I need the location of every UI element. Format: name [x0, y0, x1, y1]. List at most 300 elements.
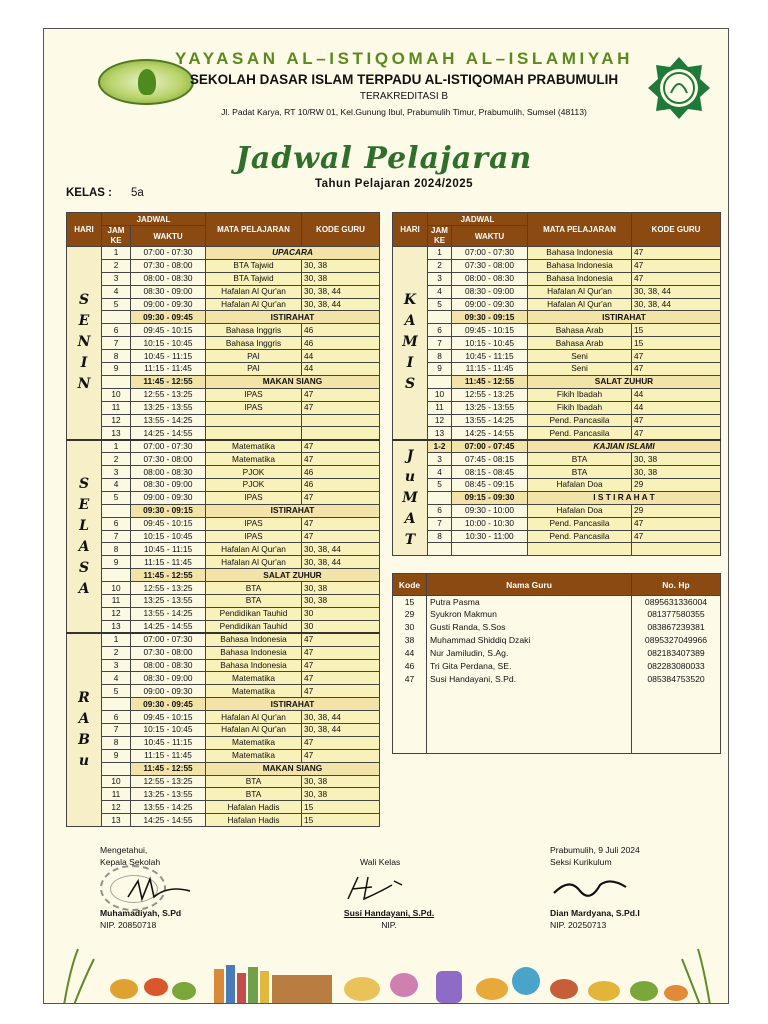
teacher-phone: 085384753520 — [632, 673, 721, 686]
jam-cell: 10 — [428, 388, 452, 401]
teacher-row — [393, 647, 721, 660]
jam-cell — [428, 375, 452, 388]
table-row — [67, 672, 380, 685]
mapel-cell: Pend. Pancasila — [528, 530, 632, 543]
mapel-cell: BTA — [528, 453, 632, 466]
waktu-cell: 10:15 - 10:45 — [131, 530, 206, 543]
table-row — [67, 453, 380, 466]
mapel-cell: Bahasa Indonesia — [206, 659, 302, 672]
kode-cell: 47 — [302, 491, 380, 504]
kode-cell: 47 — [632, 414, 721, 427]
teacher-phone: 0895631336004 — [632, 596, 721, 609]
mapel-cell: Bahasa Indonesia — [528, 259, 632, 272]
table-row — [67, 479, 380, 492]
kode-cell: 46 — [302, 324, 380, 337]
jam-cell: 4 — [428, 285, 452, 298]
waktu-cell: 09:45 - 10:15 — [131, 324, 206, 337]
kode-cell: 30, 38 — [302, 259, 380, 272]
waktu-cell: 09:45 - 10:15 — [131, 711, 206, 724]
break-label: UPACARA — [206, 247, 380, 260]
teacher-name: Gusti Randa, S.Sos — [427, 621, 632, 634]
waktu-cell: 08:30 - 09:00 — [131, 285, 206, 298]
mapel-cell: Bahasa Indonesia — [206, 633, 302, 646]
day-cell — [393, 247, 428, 440]
waktu-cell — [452, 543, 528, 556]
jam-cell: 9 — [102, 363, 131, 376]
teacher-code: 44 — [393, 647, 427, 660]
table-row — [67, 530, 380, 543]
mapel-cell: Bahasa Arab — [528, 324, 632, 337]
table-row — [393, 285, 721, 298]
waktu-cell: 08:00 - 08:30 — [452, 272, 528, 285]
day-letter: L — [79, 517, 89, 534]
homeroom-name: Susi Handayani, S.Pd. — [343, 908, 435, 918]
waktu-cell: 08:30 - 09:00 — [452, 285, 528, 298]
jam-cell: 4 — [428, 466, 452, 479]
mapel-cell: Bahasa Arab — [528, 337, 632, 350]
waktu-cell: 07:00 - 07:30 — [131, 247, 206, 260]
col-teacher-phone: No. Hp — [632, 574, 721, 596]
day-letter: S — [404, 376, 416, 393]
waktu-cell: 08:00 - 08:30 — [131, 659, 206, 672]
waktu-cell: 07:45 - 08:15 — [452, 453, 528, 466]
kode-cell: 30, 38 — [302, 595, 380, 608]
teacher-name: Susi Handayani, S.Pd. — [427, 673, 632, 686]
table-row — [67, 749, 380, 762]
kode-cell: 30, 38 — [302, 775, 380, 788]
table-row — [67, 388, 380, 401]
table-row — [67, 427, 380, 440]
waktu-cell: 13:55 - 14:25 — [131, 414, 206, 427]
mapel-cell: PAI — [206, 363, 302, 376]
table-row — [67, 440, 380, 453]
day-letter: E — [78, 496, 90, 513]
jam-cell: 4 — [102, 672, 131, 685]
day-letter: I — [406, 355, 414, 372]
mapel-cell: IPAS — [206, 491, 302, 504]
jam-cell: 12 — [102, 414, 131, 427]
waktu-cell: 13:25 - 13:55 — [131, 788, 206, 801]
waktu-cell: 08:15 - 08:45 — [452, 466, 528, 479]
mapel-cell: Hafalan Al Qur'an — [206, 556, 302, 569]
jam-cell: 1 — [428, 247, 452, 260]
mapel-cell: Hafalan Al Qur'an — [528, 298, 632, 311]
table-row — [67, 801, 380, 814]
teacher-code: 30 — [393, 621, 427, 634]
waktu-cell: 12:55 - 13:25 — [131, 582, 206, 595]
foundation-name: YAYASAN AL–ISTIQOMAH AL–ISLAMIYAH — [175, 49, 633, 68]
waktu-cell: 14:25 - 14:55 — [452, 427, 528, 440]
mapel-cell: Matematika — [206, 453, 302, 466]
mapel-cell: BTA — [206, 788, 302, 801]
day-letter: M — [402, 489, 418, 506]
kode-cell: 47 — [302, 633, 380, 646]
jam-cell: 2 — [102, 646, 131, 659]
col-jadwal: JADWAL — [428, 213, 528, 226]
col-jam-ke: JAM KE — [428, 226, 452, 247]
break-row — [67, 504, 380, 517]
break-label: ISTIRAHAT — [206, 698, 380, 711]
waktu-cell: 08:45 - 09:15 — [452, 479, 528, 492]
day-letter: J — [406, 447, 414, 464]
table-row — [67, 775, 380, 788]
jam-cell: 12 — [428, 414, 452, 427]
waktu-cell: 09:45 - 10:15 — [452, 324, 528, 337]
break-label: ISTIRAHAT — [206, 504, 380, 517]
waktu-cell: 13:25 - 13:55 — [131, 401, 206, 414]
waktu-cell: 14:25 - 14:55 — [131, 427, 206, 440]
waktu-cell: 10:15 - 10:45 — [131, 337, 206, 350]
table-row — [393, 324, 721, 337]
table-row — [67, 259, 380, 272]
teacher-phone: 081377580355 — [632, 608, 721, 621]
teacher-filler-row — [393, 686, 721, 754]
kode-cell: 30, 38, 44 — [632, 298, 721, 311]
homeroom-signature-mark — [342, 871, 412, 905]
kode-cell: 30, 38 — [632, 453, 721, 466]
mapel-cell: IPAS — [206, 401, 302, 414]
jam-cell: 3 — [102, 272, 131, 285]
jam-cell: 10 — [102, 388, 131, 401]
kode-cell: 30, 38, 44 — [302, 543, 380, 556]
kode-cell: 47 — [632, 530, 721, 543]
mapel-cell: BTA — [206, 595, 302, 608]
kode-cell: 30 — [302, 607, 380, 620]
kode-cell: 47 — [632, 259, 721, 272]
waktu-cell: 11:45 - 12:55 — [131, 762, 206, 775]
waktu-cell: 09:45 - 10:15 — [131, 517, 206, 530]
table-row — [67, 466, 380, 479]
table-row — [67, 337, 380, 350]
teacher-row — [393, 621, 721, 634]
headmaster-name: Muhamadiyah, S.Pd — [100, 908, 182, 918]
day-letter: K — [403, 292, 417, 309]
jam-cell: 11 — [102, 788, 131, 801]
break-label: MAKAN SIANG — [206, 375, 380, 388]
jam-cell: 1 — [102, 247, 131, 260]
kode-cell — [632, 543, 721, 556]
waktu-cell: 10:00 - 10:30 — [452, 517, 528, 530]
mapel-cell: Bahasa Indonesia — [528, 247, 632, 260]
waktu-cell: 10:30 - 11:00 — [452, 530, 528, 543]
jam-cell: 2 — [102, 259, 131, 272]
jam-cell: 9 — [102, 556, 131, 569]
mapel-cell: Bahasa Indonesia — [528, 272, 632, 285]
waktu-cell: 10:45 - 11:15 — [452, 350, 528, 363]
kode-cell: 47 — [302, 388, 380, 401]
waktu-cell: 13:55 - 14:25 — [131, 607, 206, 620]
jam-cell: 11 — [102, 401, 131, 414]
mapel-cell: PAI — [206, 350, 302, 363]
waktu-cell: 13:55 - 14:25 — [452, 414, 528, 427]
col-teacher-name: Nama Guru — [427, 574, 632, 596]
teacher-row — [393, 608, 721, 621]
kode-cell: 15 — [632, 337, 721, 350]
day-letter: A — [78, 580, 90, 597]
jam-cell: 10 — [102, 582, 131, 595]
jam-cell: 3 — [428, 453, 452, 466]
jam-cell — [102, 311, 131, 324]
day-letter: T — [404, 531, 416, 548]
timetable-left — [66, 212, 380, 827]
mapel-cell: Bahasa Inggris — [206, 337, 302, 350]
waktu-cell: 08:00 - 08:30 — [131, 272, 206, 285]
jam-cell — [102, 375, 131, 388]
headmaster-signature-mark — [124, 875, 194, 905]
headmaster-nip: NIP. 20850718 — [100, 920, 157, 930]
jam-cell: 5 — [428, 298, 452, 311]
mapel-cell — [528, 543, 632, 556]
table-row — [67, 363, 380, 376]
jam-cell: 7 — [102, 337, 131, 350]
waktu-cell: 14:25 - 14:55 — [131, 814, 206, 827]
jam-cell: 10 — [102, 775, 131, 788]
jam-cell: 6 — [102, 324, 131, 337]
teacher-row — [393, 596, 721, 609]
waktu-cell: 11:15 - 11:45 — [131, 556, 206, 569]
jam-cell: 4 — [102, 285, 131, 298]
col-mapel: MATA PELAJARAN — [528, 213, 632, 247]
curriculum-signature-mark — [550, 873, 630, 905]
table-row — [67, 646, 380, 659]
mapel-cell: Hafalan Al Qur'an — [528, 285, 632, 298]
waktu-cell: 12:55 - 13:25 — [131, 775, 206, 788]
col-jadwal: JADWAL — [102, 213, 206, 226]
col-kode: KODE GURU — [302, 213, 380, 247]
decorative-footer-illustration — [44, 929, 729, 1004]
teacher-name: Nur Jamiludin, S.Ag. — [427, 647, 632, 660]
mapel-cell: Seni — [528, 350, 632, 363]
table-row — [393, 479, 721, 492]
jam-cell: 6 — [428, 324, 452, 337]
table-row — [393, 272, 721, 285]
break-label: ISTIRAHAT — [528, 311, 721, 324]
kode-cell: 47 — [302, 517, 380, 530]
waktu-cell: 11:45 - 12:55 — [452, 375, 528, 388]
waktu-cell: 07:30 - 08:00 — [452, 259, 528, 272]
kode-cell: 47 — [632, 427, 721, 440]
letterhead — [44, 29, 729, 139]
waktu-cell: 09:30 - 09:15 — [452, 311, 528, 324]
table-row — [393, 414, 721, 427]
break-label: SALAT ZUHUR — [528, 375, 721, 388]
waktu-cell: 11:45 - 12:55 — [131, 375, 206, 388]
kode-cell: 47 — [302, 659, 380, 672]
day-letter: S — [78, 292, 90, 309]
kode-cell: 29 — [632, 479, 721, 492]
day-cell — [67, 633, 102, 826]
kode-cell: 30, 38 — [302, 788, 380, 801]
mapel-cell: BTA Tajwid — [206, 259, 302, 272]
waktu-cell: 10:45 - 11:15 — [131, 736, 206, 749]
mapel-cell: Pend. Pancasila — [528, 414, 632, 427]
jam-cell: 8 — [102, 736, 131, 749]
mapel-cell: Matematika — [206, 440, 302, 453]
jam-cell — [428, 311, 452, 324]
mapel-cell: Matematika — [206, 672, 302, 685]
table-row — [67, 685, 380, 698]
teacher-code: 38 — [393, 634, 427, 647]
jam-cell: 3 — [102, 466, 131, 479]
jam-cell: 9 — [428, 363, 452, 376]
table-row — [67, 324, 380, 337]
day-letter: M — [402, 334, 418, 351]
table-row — [393, 350, 721, 363]
kode-cell: 30, 38, 44 — [632, 285, 721, 298]
table-row — [67, 595, 380, 608]
kode-cell: 15 — [302, 814, 380, 827]
kode-cell: 30, 38 — [302, 582, 380, 595]
table-row — [67, 582, 380, 595]
jam-cell: 5 — [102, 298, 131, 311]
kode-cell: 30, 38 — [302, 272, 380, 285]
kode-cell: 46 — [302, 466, 380, 479]
break-label: ISTIRAHAT — [206, 311, 380, 324]
accreditation: TERAKREDITASI B — [359, 91, 449, 102]
mapel-cell: Hafalan Al Qur'an — [206, 711, 302, 724]
teacher-name: Syukron Makmun — [427, 608, 632, 621]
table-row — [393, 427, 721, 440]
table-row — [393, 259, 721, 272]
waktu-cell: 09:00 - 09:30 — [452, 298, 528, 311]
break-label: SALAT ZUHUR — [206, 569, 380, 582]
mapel-cell: Pend. Pancasila — [528, 427, 632, 440]
mapel-cell: Pendidikan Tauhid — [206, 607, 302, 620]
break-row — [393, 311, 721, 324]
jam-cell: 8 — [102, 543, 131, 556]
col-waktu: WAKTU — [131, 226, 206, 247]
homeroom-name-block — [334, 908, 444, 930]
table-row — [67, 285, 380, 298]
day-letter: N — [77, 376, 91, 393]
waktu-cell: 09:30 - 09:45 — [131, 698, 206, 711]
jam-cell — [428, 543, 452, 556]
jam-cell: 7 — [102, 530, 131, 543]
jam-cell: 3 — [428, 272, 452, 285]
kode-cell: 15 — [632, 324, 721, 337]
waktu-cell: 07:00 - 07:30 — [452, 247, 528, 260]
jam-cell: 12 — [102, 607, 131, 620]
jam-cell: 7 — [428, 517, 452, 530]
waktu-cell: 10:15 - 10:45 — [131, 723, 206, 736]
table-row — [67, 298, 380, 311]
mapel-cell: IPAS — [206, 388, 302, 401]
curriculum-name-block — [550, 908, 640, 930]
waktu-cell: 07:00 - 07:45 — [452, 440, 528, 453]
break-row — [67, 698, 380, 711]
table-row — [393, 388, 721, 401]
break-label: KAJIAN ISLAMI — [528, 440, 721, 453]
col-mapel: MATA PELAJARAN — [206, 213, 302, 247]
kode-cell: 44 — [632, 401, 721, 414]
teacher-code: 29 — [393, 608, 427, 621]
kode-cell: 44 — [302, 350, 380, 363]
table-row — [67, 633, 380, 646]
homeroom-nip: NIP. — [381, 920, 397, 930]
table-row — [67, 711, 380, 724]
school-name: SEKOLAH DASAR ISLAM TERPADU AL-ISTIQOMAH PRABUMULIH — [189, 72, 619, 87]
teacher-phone: 082183407389 — [632, 647, 721, 660]
class-value: 5a — [131, 187, 144, 199]
kode-cell: 46 — [302, 337, 380, 350]
table-row — [67, 723, 380, 736]
table-row — [393, 530, 721, 543]
mapel-cell: Seni — [528, 363, 632, 376]
kode-cell: 47 — [632, 363, 721, 376]
table-row — [67, 543, 380, 556]
table-row — [393, 466, 721, 479]
break-row — [67, 247, 380, 260]
mapel-cell: Hafalan Hadis — [206, 814, 302, 827]
break-row — [67, 762, 380, 775]
kode-cell: 47 — [302, 401, 380, 414]
jam-cell: 6 — [428, 504, 452, 517]
jam-cell: 2 — [428, 259, 452, 272]
schedule-page — [43, 28, 729, 1004]
waktu-cell: 09:15 - 09:30 — [452, 491, 528, 504]
mapel-cell: Matematika — [206, 736, 302, 749]
jam-cell: 8 — [102, 350, 131, 363]
table-row — [393, 298, 721, 311]
teacher-table — [392, 573, 721, 754]
waktu-cell: 11:15 - 11:45 — [131, 749, 206, 762]
jam-cell: 7 — [102, 723, 131, 736]
day-letter: A — [78, 538, 90, 555]
mapel-cell: Hafalan Al Qur'an — [206, 723, 302, 736]
teacher-code: 47 — [393, 673, 427, 686]
table-row — [67, 814, 380, 827]
break-row — [393, 491, 721, 504]
day-letter: u — [78, 753, 90, 770]
col-hari: HARI — [393, 213, 428, 247]
kode-cell: 47 — [302, 453, 380, 466]
teacher-row — [393, 673, 721, 686]
mapel-cell: Hafalan Al Qur'an — [206, 298, 302, 311]
jam-cell: 5 — [428, 479, 452, 492]
jam-cell: 13 — [428, 427, 452, 440]
waktu-cell: 13:25 - 13:55 — [452, 401, 528, 414]
day-letter: I — [80, 355, 88, 372]
waktu-cell: 09:30 - 09:45 — [131, 311, 206, 324]
day-letter: u — [404, 468, 416, 485]
break-label: I S T I R A H A T — [528, 491, 721, 504]
table-row — [67, 607, 380, 620]
jam-cell: 13 — [102, 427, 131, 440]
teacher-phone: 0895327049966 — [632, 634, 721, 647]
waktu-cell: 13:25 - 13:55 — [131, 595, 206, 608]
school-address: Jl. Padat Karya, RT 10/RW 01, Kel.Gunung Ibul, Prabumulih Timur, Prabumulih, Sumsel (48113) — [221, 107, 587, 117]
jam-cell: 8 — [428, 350, 452, 363]
waktu-cell: 07:30 - 08:00 — [131, 453, 206, 466]
mapel-cell: BTA — [528, 466, 632, 479]
waktu-cell: 12:55 - 13:25 — [452, 388, 528, 401]
mapel-cell: BTA — [206, 775, 302, 788]
headmaster-name-block — [100, 908, 181, 930]
day-letter: E — [78, 313, 90, 330]
teacher-name: Putra Pasma — [427, 596, 632, 609]
table-row — [393, 247, 721, 260]
kode-cell: 47 — [632, 247, 721, 260]
class-label: KELAS : — [66, 187, 112, 199]
kode-cell: 30, 38 — [632, 466, 721, 479]
signature-headmaster: Mengetahui, Kepala Sekolah — [100, 845, 161, 867]
jam-cell: 12 — [102, 801, 131, 814]
waktu-cell: 14:25 - 14:55 — [131, 620, 206, 633]
kode-cell: 30, 38, 44 — [302, 711, 380, 724]
kode-cell: 29 — [632, 504, 721, 517]
break-row — [67, 311, 380, 324]
jam-cell: 9 — [102, 749, 131, 762]
